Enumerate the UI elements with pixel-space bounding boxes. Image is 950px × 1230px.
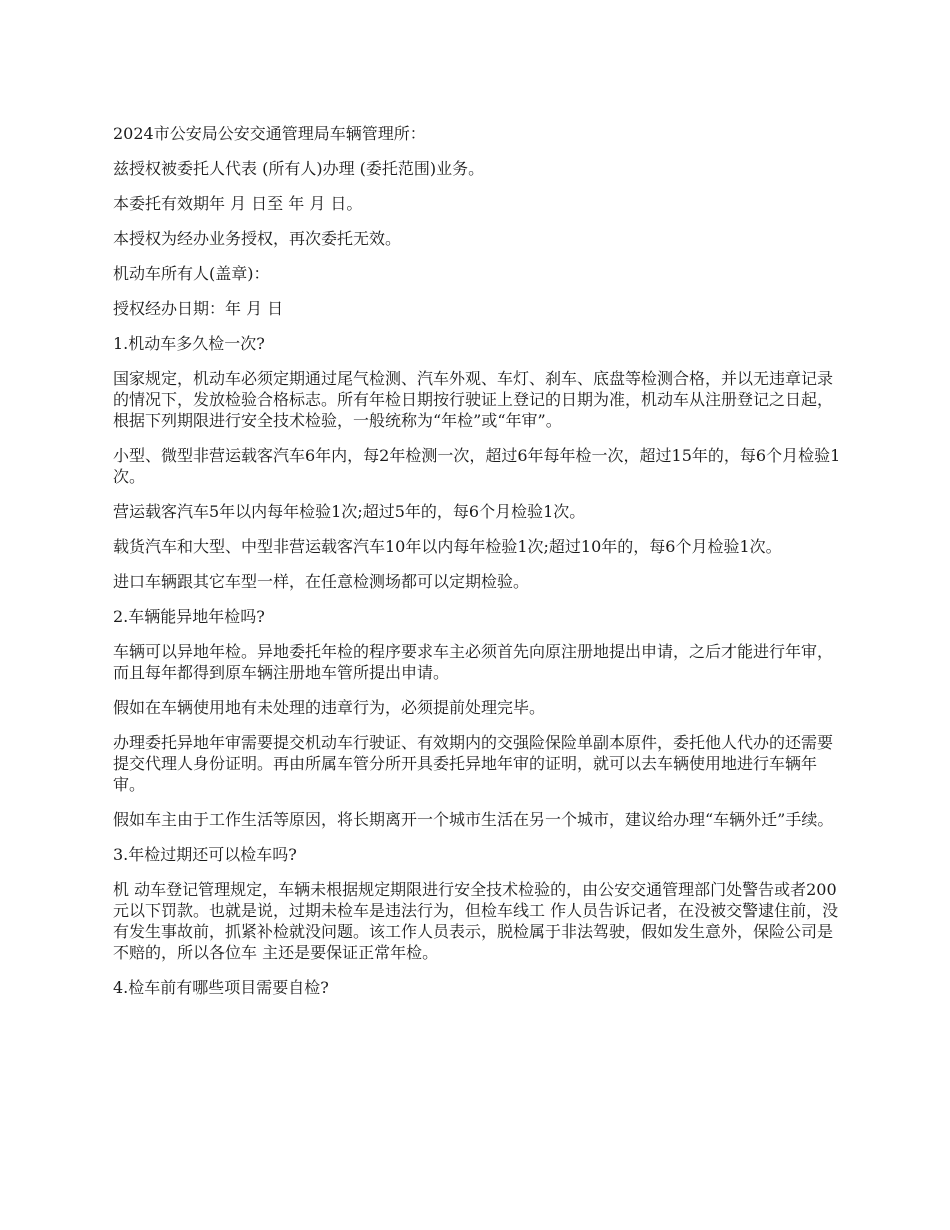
paragraph: 办理委托异地年审需要提交机动车行驶证、有效期内的交强险保险单副本原件，委托他人代办的还需要提交代理人身份证明。再由所属车管分所开具委托异地年审的证明，就可以去车辆使用地进行车辆年审。 — [113, 733, 834, 794]
document-page — [113, 123, 841, 1012]
paragraph: 车辆可以异地年检。异地委托年检的程序要求车主必须首先向原注册地提出申请，之后才能进行年审，而且每年都得到原车辆注册地车管所提出申请。 — [113, 642, 834, 682]
paragraph: 载货汽车和大型、中型非营运载客汽车10年以内每年检验1次;超过10年的，每6个月检验1次。 — [113, 537, 782, 556]
paragraph: 假如车主由于工作生活等原因，将长期离开一个城市生活在另一个城市，建议给办理“车辆外迁”手续。 — [113, 810, 834, 829]
authorization-note: 本授权为经办业务授权，再次委托无效。 — [113, 229, 402, 248]
paragraph: 进口车辆跟其它车型一样，在任意检测场都可以定期检验。 — [113, 572, 530, 591]
validity-period-line: 本委托有效期年 月 日至 年 月 日。 — [113, 194, 363, 213]
authorization-date-line: 授权经办日期：年 月 日 — [113, 299, 284, 318]
paragraph: 假如在车辆使用地有未处理的违章行为，必须提前处理完毕。 — [113, 698, 546, 717]
addressee-line: 2024市公安局公安交通管理局车辆管理所： — [113, 124, 426, 143]
section-heading-3: 3.年检过期还可以检车吗? — [113, 845, 297, 864]
paragraph: 小型、微型非营运载客汽车6年内，每2年检测一次，超过6年每年检一次，超过15年的，每6个月检验1次。 — [113, 446, 841, 486]
paragraph: 国家规定，机动车必须定期通过尾气检测、汽车外观、车灯、刹车、底盘等检测合格，并以无违章记录的情况下，发放检验合格标志。所有年检日期按行驶证上登记的日期为准，机动车从注册登记之日起，根据下列期限进行安全技术检验，一般统称为“年检”或“年审”。 — [113, 369, 834, 430]
section-heading-1: 1.机动车多久检一次? — [113, 334, 265, 353]
section-heading-4: 4.检车前有哪些项目需要自检? — [113, 978, 329, 997]
paragraph: 机 动车登记管理规定，车辆未根据规定期限进行安全技术检验的，由公安交通管理部门处警告或者200元以下罚款。也就是说，过期未检车是违法行为，但检车线工 作人员告诉记者，在没被交警逮住前，没有发生事故前，抓紧补检就没问题。该工作人员表示，脱检属于非法驾驶，假如发生意外，保险公司是不赔的，所以各位车 主还是要保证正常年检。 — [113, 880, 839, 962]
owner-seal-line: 机动车所有人(盖章)： — [113, 264, 270, 283]
authorization-line: 兹授权被委托人代表 (所有人)办理 (委托范围)业务。 — [113, 159, 485, 178]
paragraph: 营运载客汽车5年以内每年检验1次;超过5年的，每6个月检验1次。 — [113, 502, 586, 521]
section-heading-2: 2.车辆能异地年检吗? — [113, 607, 265, 626]
